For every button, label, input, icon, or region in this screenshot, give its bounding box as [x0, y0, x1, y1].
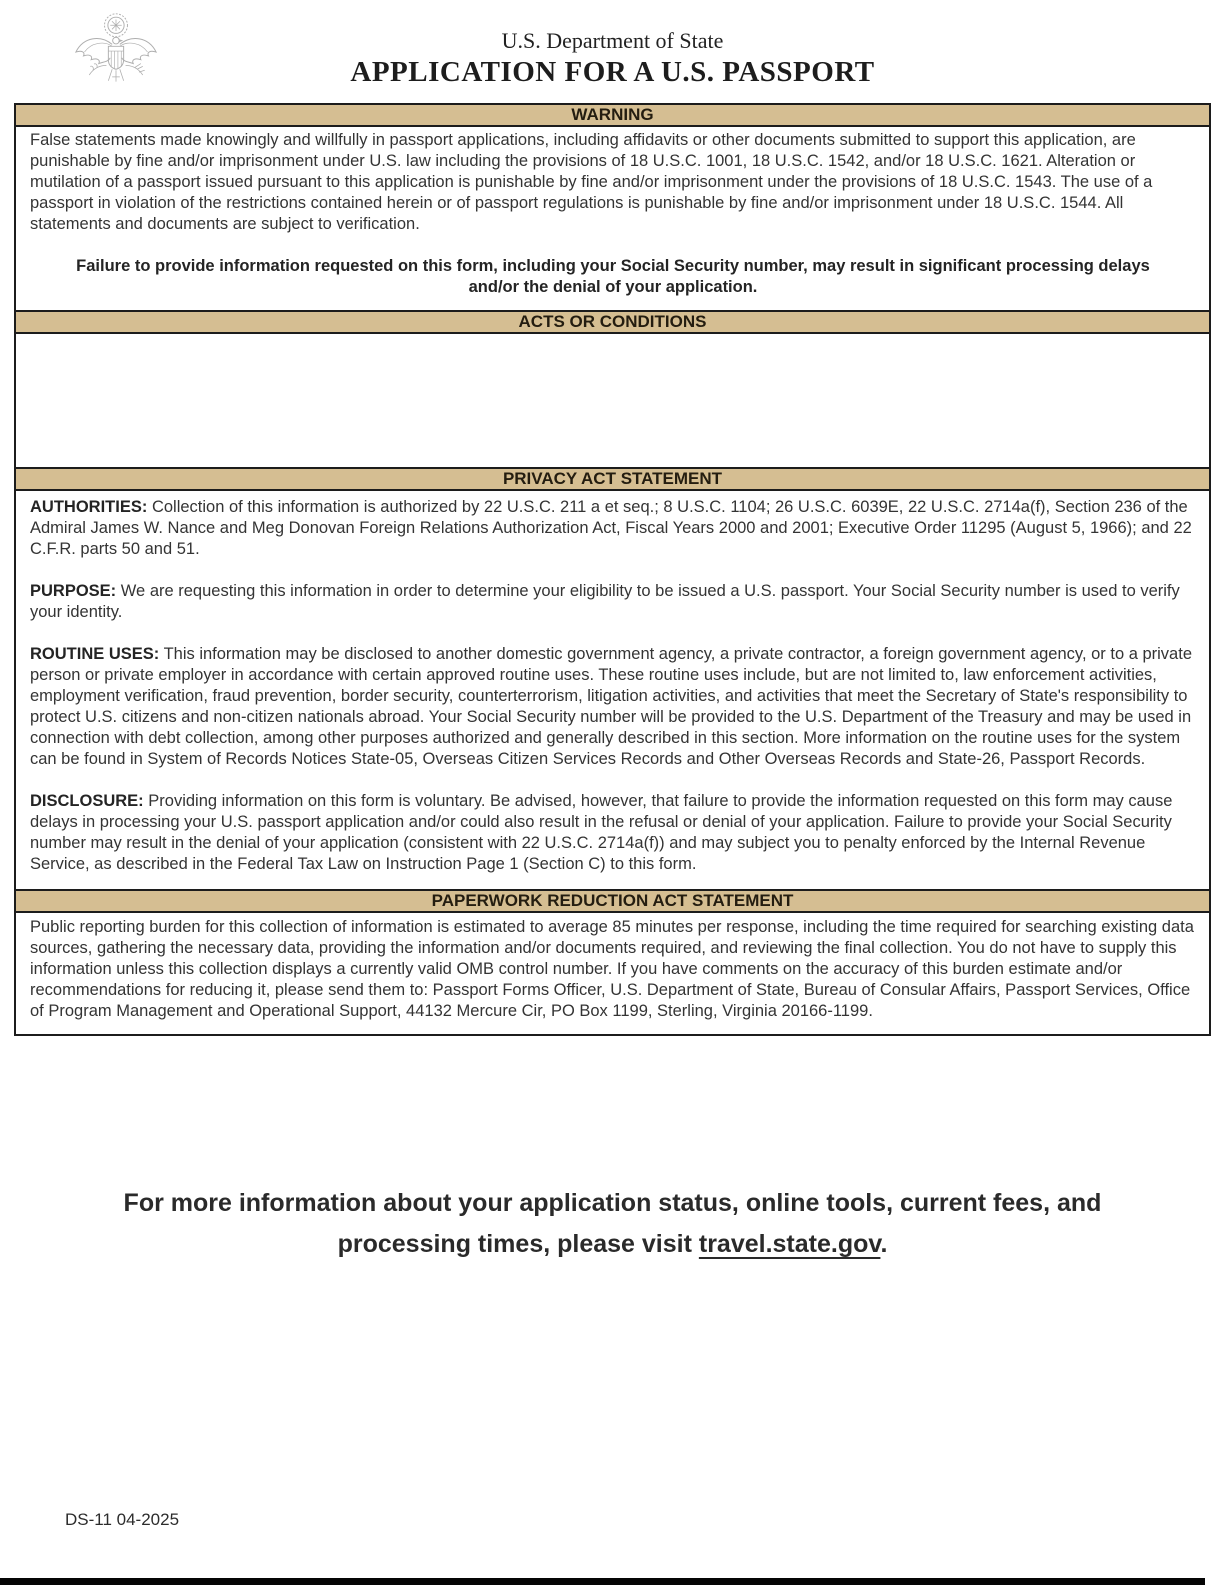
warning-section-body — [14, 127, 1211, 310]
more-info-period: . — [880, 1230, 888, 1258]
paperwork-section-body — [14, 913, 1211, 1036]
scan-registration-bar — [0, 1578, 1205, 1585]
form-header — [0, 0, 1225, 100]
acts-or-conditions-section-body — [14, 334, 1211, 467]
section-heading-paperwork-reduction: PAPERWORK REDUCTION ACT STATEMENT — [14, 889, 1211, 913]
form-number: DS-11 04-2025 — [65, 1510, 180, 1529]
authorities-paragraph — [30, 497, 1196, 560]
routine-uses-text: This information may be disclosed to another domestic government agency, a private contractor, a foreign government agency, or to a private person or private employer in accordance with certain approved routine uses. These routine uses include, but are not limited to, law enforcement activities, employment verification, fraud prevention, border security, counterterrorism, litigation activities, and activities that meet the Secretary of State's responsibility to protect U.S. citizens and non-citizen nationals abroad. Your Social Security number will be provided to the U.S. Department of the Treasury and may be used in connection with debt collection, among other purposes authorized and generally described in this section. More information on the routine uses for the system can be found in System of Records Notices State-05, Overseas Citizen Services Records and Other Overseas Records and State-26, Passport Records. — [30, 645, 1192, 768]
privacy-act-section-body — [14, 491, 1211, 889]
agency-name: U.S. Department of State — [501, 28, 724, 53]
section-heading-warning: WARNING — [14, 103, 1211, 127]
disclosure-label: DISCLOSURE: — [30, 792, 144, 810]
us-great-seal-icon — [68, 10, 164, 96]
purpose-label: PURPOSE: — [30, 582, 117, 600]
section-heading-privacy-act: PRIVACY ACT STATEMENT — [14, 467, 1211, 491]
more-info-text: For more information about your application status, online tools, current fees, and processing times, please visit — [123, 1189, 1102, 1258]
authorities-text: Collection of this information is authorized by 22 U.S.C. 211 a et seq.; 8 U.S.C. 1104; 26 U.S.C. 6039E, 22 U.S.C. 2714a(f), Section 236 of the Admiral James W. Nance and Meg Donovan Foreign Relations Authorization Act, Fiscal Years 2000 and 2001; Executive Order 11295 (August 5, 1966); and 22 C.F.R. parts 50 and 51. — [30, 498, 1192, 558]
routine-uses-label: ROUTINE USES: — [30, 645, 160, 663]
disclosure-text: Providing information on this form is voluntary. Be advised, however, that failure to provide the information requested on this form may cause delays in processing your U.S. passport application and/or could also result in the refusal or denial of your application. Failure to provide your Social Security number may result in the denial of your application (consistent with 22 U.S.C. 2714a(f)) and may subject you to penalty enforced by the Internal Revenue Service, as described in the Federal Tax Law on Instruction Page 1 (Section C) to this form. — [30, 792, 1173, 873]
disclosure-paragraph — [30, 791, 1196, 875]
paperwork-text: Public reporting burden for this collection of information is estimated to average 85 minutes per response, including the time required for searching existing data sources, gathering the necessary data, providing the information and/or documents required, and reviewing the final collection. You do not have to supply this information unless this collection displays a currently valid OMB control number. If you have comments on the accuracy of this burden estimate and/or recommendations for reducing it, please send them to: Passport Forms Officer, U.S. Department of State, Bureau of Consular Affairs, Passport Services, Office of Program Management and Operational Support, 44132 Mercure Cir, PO Box 1199, Sterling, Virginia 20166-1199. — [30, 918, 1194, 1020]
more-info-note — [83, 1183, 1143, 1265]
form-sections-table — [14, 103, 1211, 1036]
travel-state-gov-link[interactable]: travel.state.gov — [698, 1230, 881, 1258]
purpose-text: We are requesting this information in order to determine your eligibility to be issued a U.S. passport. Your Social Security number is used to verify your identity. — [30, 582, 1180, 621]
warning-text: False statements made knowingly and willfully in passport applications, including affidavits or other documents submitted to support this application, are punishable by fine and/or imprisonment under U.S. law including the provisions of 18 U.S.C. 1001, 18 U.S.C. 1542, and/or 18 U.S.C. 1621. Alteration or mutilation of a passport issued pursuant to this application is punishable by fine and/or imprisonment under the provisions of 18 U.S.C. 1543. The use of a passport in violation of the restrictions contained herein or of passport regulations is punishable by fine and/or imprisonment under 18 U.S.C. 1544. All statements and documents are subject to verification. — [30, 131, 1153, 233]
section-heading-acts-or-conditions: ACTS OR CONDITIONS — [14, 310, 1211, 334]
authorities-label: AUTHORITIES: — [30, 498, 148, 516]
form-title: APPLICATION FOR A U.S. PASSPORT — [350, 56, 875, 88]
warning-bold-note: Failure to provide information requested on this form, including your Social Security number, may result in significant processing delays and/or the denial of your application. — [76, 257, 1150, 296]
routine-uses-paragraph — [30, 644, 1196, 770]
purpose-paragraph — [30, 581, 1196, 623]
